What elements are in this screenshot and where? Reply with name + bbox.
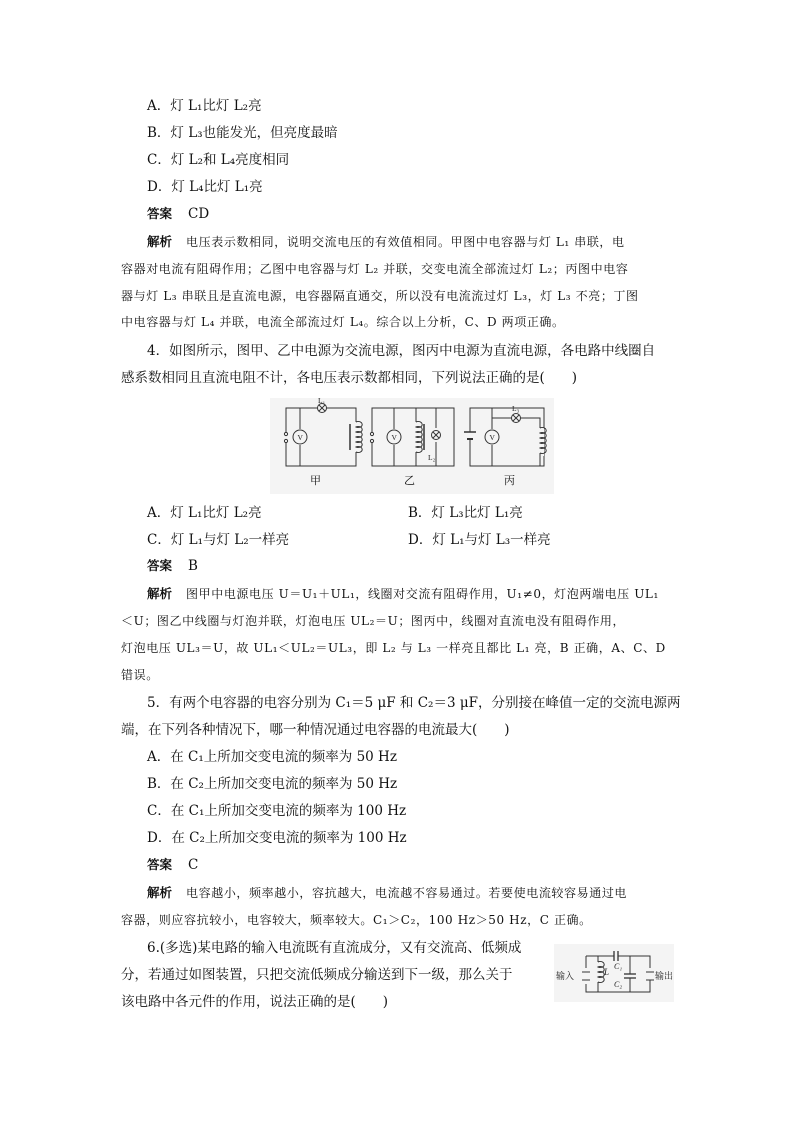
- lamp-label-l2: L₂: [428, 453, 436, 462]
- explanation-line: ＜U；图乙中线圈与灯泡并联，灯泡电压 UL₂＝U；图丙中，线圈对直流电没有阻碍作用，: [121, 614, 626, 628]
- option-a: A．灯 L₁比灯 L₂亮: [147, 98, 262, 114]
- explanation-line: 容器，则应容抗较小，电容较大，频率较大。C₁＞C₂，100 Hz＞50 Hz，C 正确。: [121, 913, 592, 927]
- answer-value: CD: [188, 206, 210, 222]
- option-c: C．灯 L₁与灯 L₂一样亮: [147, 532, 290, 548]
- explanation-text: 图甲中电源电压 U＝U₁＋UL₁，线圈对交流有阻碍作用，U₁≠0，灯泡两端电压 UL₁: [186, 587, 659, 601]
- question-6-filter-circuit-figure: [554, 944, 674, 1002]
- option-b: B．在 C₂上所加交变电流的频率为 50 Hz: [147, 776, 398, 792]
- explanation-label: 解析: [147, 885, 173, 900]
- explanation-line: 错误。: [121, 668, 159, 682]
- explanation-line: [147, 233, 625, 251]
- option-a: A．在 C₁上所加交变电流的频率为 50 Hz: [147, 749, 397, 765]
- explanation-line: [147, 585, 659, 603]
- answer-row: [147, 557, 198, 575]
- explanation-line: 容器对电流有阻碍作用；乙图中电容器与灯 L₂ 并联，交变电流全部流过灯 L₂；丙图中电容: [121, 262, 629, 276]
- inductor-label: L: [604, 967, 610, 977]
- explanation-label: 解析: [147, 234, 173, 249]
- output-label: 输出: [655, 971, 674, 981]
- voltmeter-label: V: [391, 433, 397, 442]
- panel-label-jia: 甲: [310, 475, 321, 487]
- question-6-stem: 分，若通过如图装置，只把交流低频成分输送到下一级，那么关于: [121, 967, 513, 983]
- answer-label: 答案: [147, 206, 173, 221]
- answer-row: [147, 205, 209, 223]
- option-c: C．在 C₁上所加交变电流的频率为 100 Hz: [147, 803, 407, 819]
- explanation-line: 灯泡电压 UL₃＝U，故 UL₁＜UL₂＝UL₃，即 L₂ 与 L₃ 一样亮且都比 L₁ 亮，B 正确，A、C、D: [121, 641, 666, 655]
- option-d: D．灯 L₁与灯 L₃一样亮: [408, 532, 551, 548]
- option-d: D．在 C₂上所加交变电流的频率为 100 Hz: [147, 830, 407, 846]
- lamp-label-l3: L₃: [512, 404, 520, 413]
- lamp-icon: [512, 414, 521, 423]
- question-5-stem: 5．有两个电容器的电容分别为 C₁＝5 μF 和 C₂＝3 μF，分别接在峰值一定的交流电源两: [147, 695, 681, 711]
- answer-row: [147, 856, 198, 874]
- option-b: B．灯 L₃比灯 L₁亮: [408, 505, 523, 521]
- question-4-stem: 4．如图所示，图甲、乙中电源为交流电源，图丙中电源为直流电源，各电路中线圈自: [147, 343, 656, 359]
- question-6-stem: 该电路中各元件的作用，说法正确的是( ): [121, 994, 389, 1010]
- lamp-label-l1: L₁: [318, 398, 326, 405]
- answer-value: B: [188, 558, 198, 574]
- explanation-line: [147, 884, 627, 902]
- cap1-label: C₁: [614, 962, 623, 971]
- option-b: B．灯 L₃也能发光，但亮度最暗: [147, 125, 338, 141]
- panel-label-bing: 丙: [504, 475, 515, 487]
- lamp-icon: [432, 431, 441, 440]
- explanation-text: 电容越小，频率越小，容抗越大，电流越不容易通过。若要使电流较容易通过电: [186, 886, 628, 900]
- input-label: 输入: [556, 971, 575, 981]
- option-c: C．灯 L₂和 L₄亮度相同: [147, 152, 290, 168]
- voltmeter-label: V: [489, 433, 495, 442]
- explanation-line: 中电容器与灯 L₄ 并联，电流全部流过灯 L₄。综合以上分析，C、D 两项正确。: [121, 315, 565, 329]
- question-6-stem: 6.(多选)某电路的输入电流既有直流成分，又有交流高、低频成: [147, 940, 522, 956]
- explanation-text: 电压表示数相同，说明交流电压的有效值相同。甲图中电容器与灯 L₁ 串联，电: [186, 235, 625, 249]
- question-4-circuit-figure: [270, 398, 554, 494]
- explanation-line: 器与灯 L₃ 串联且是直流电源，电容器隔直通交，所以没有电流流过灯 L₃，灯 L₃ 不亮；丁图: [121, 289, 639, 303]
- voltmeter-label: V: [297, 433, 303, 442]
- question-5-stem: 端，在下列各种情况下，哪一种情况通过电容器的电流最大( ): [121, 722, 510, 738]
- question-4-stem: 感系数相同且直流电阻不计，各电压表示数都相同，下列说法正确的是( ): [121, 370, 578, 386]
- answer-value: C: [188, 857, 199, 873]
- cap2-label: C₂: [614, 980, 623, 989]
- option-a: A．灯 L₁比灯 L₂亮: [147, 505, 262, 521]
- answer-label: 答案: [147, 558, 173, 573]
- panel-label-yi: 乙: [404, 475, 415, 487]
- option-d: D．灯 L₄比灯 L₁亮: [147, 179, 263, 195]
- answer-label: 答案: [147, 857, 173, 872]
- explanation-label: 解析: [147, 586, 173, 601]
